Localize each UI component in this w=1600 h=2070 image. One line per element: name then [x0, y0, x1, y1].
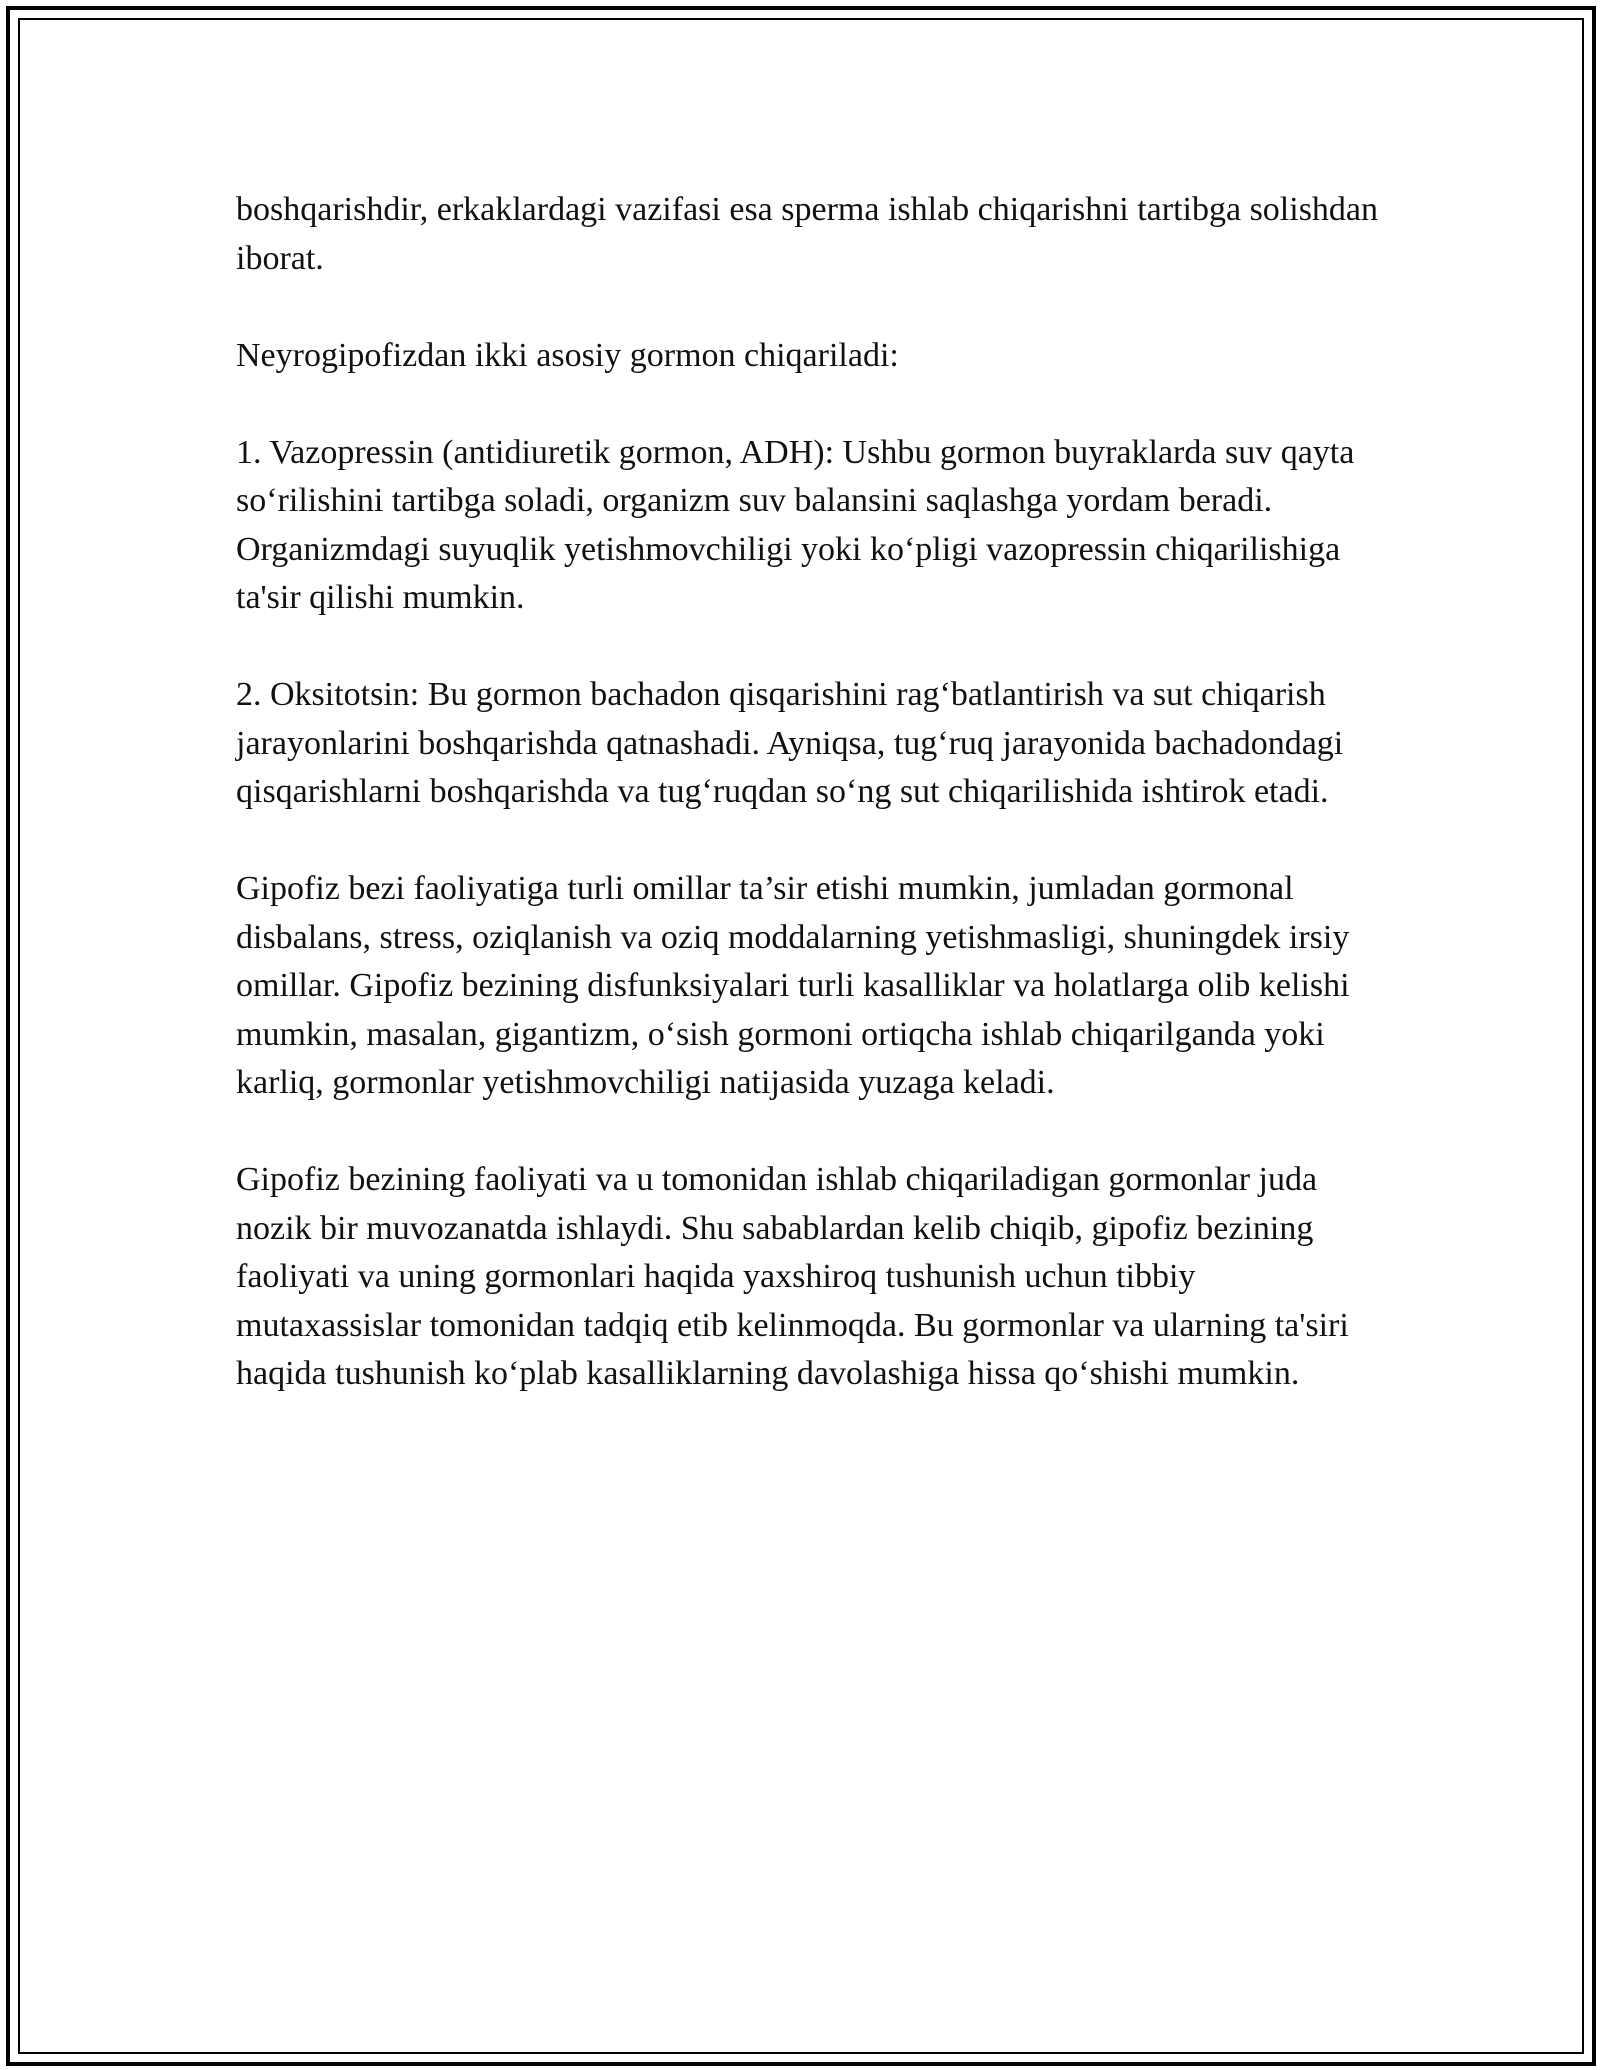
- document-body: [236, 186, 1386, 1399]
- paragraph-intro-continuation: boshqarishdir, erkaklardagi vazifasi esa sperma ishlab chiqarishni tartibga solishdan iborat.: [236, 191, 1379, 277]
- paragraph-pituitary-balance: Gipofiz bezining faoliyati va u tomonidan ishlab chiqariladigan gormonlar juda nozik bir muvozanatda ishlaydi. Shu sabablardan kelib chiqib, gipofiz bezining faoliyati va uning gormonlari haqida yaxshiroq tushunish uchun tibbiy mutaxassislar tomonidan tadqiq etib kelinmoqda. Bu gormonlar va ularning ta'siri haqida tushunish ko‘plab kasalliklarning davolashiga hissa qo‘shishi mumkin.: [236, 1161, 1349, 1392]
- paragraph-vasopressin: 1. Vazopressin (antidiuretik gormon, ADH): Ushbu gormon buyraklarda suv qayta so‘rilishini tartibga soladi, organizm suv balansini saqlashga yordam beradi. Organizmdagi suyuqlik yetishmovchiligi yoki ko‘pligi vazopressin chiqarilishiga ta'sir qilishi mumkin.: [236, 433, 1355, 616]
- paragraph-oxytocin: 2. Oksitotsin: Bu gormon bachadon qisqarishini rag‘batlantirish va sut chiqarish jarayonlarini boshqarishda qatnashadi. Ayniqsa, tug‘ruq jarayonida bachadondagi qisqarishlarni boshqarishda va tug‘ruqdan so‘ng sut chiqarilishida ishtirok etadi.: [236, 676, 1344, 810]
- paragraph-neurohypophysis-heading: Neyrogipofizdan ikki asosiy gormon chiqariladi:: [236, 336, 899, 374]
- paragraph-pituitary-factors: Gipofiz bezi faoliyatiga turli omillar ta’sir etishi mumkin, jumladan gormonal disbalans, stress, oziqlanish va oziq moddalarning yetishmasligi, shuningdek irsiy omillar. Gipofiz bezining disfunksiyalari turli kasalliklar va holatlarga olib kelishi mumkin, masalan, gigantizm, o‘sish gormoni ortiqcha ishlab chiqarilganda yoki karliq, gormonlar yetishmovchiligi natijasida yuzaga keladi.: [236, 870, 1350, 1101]
